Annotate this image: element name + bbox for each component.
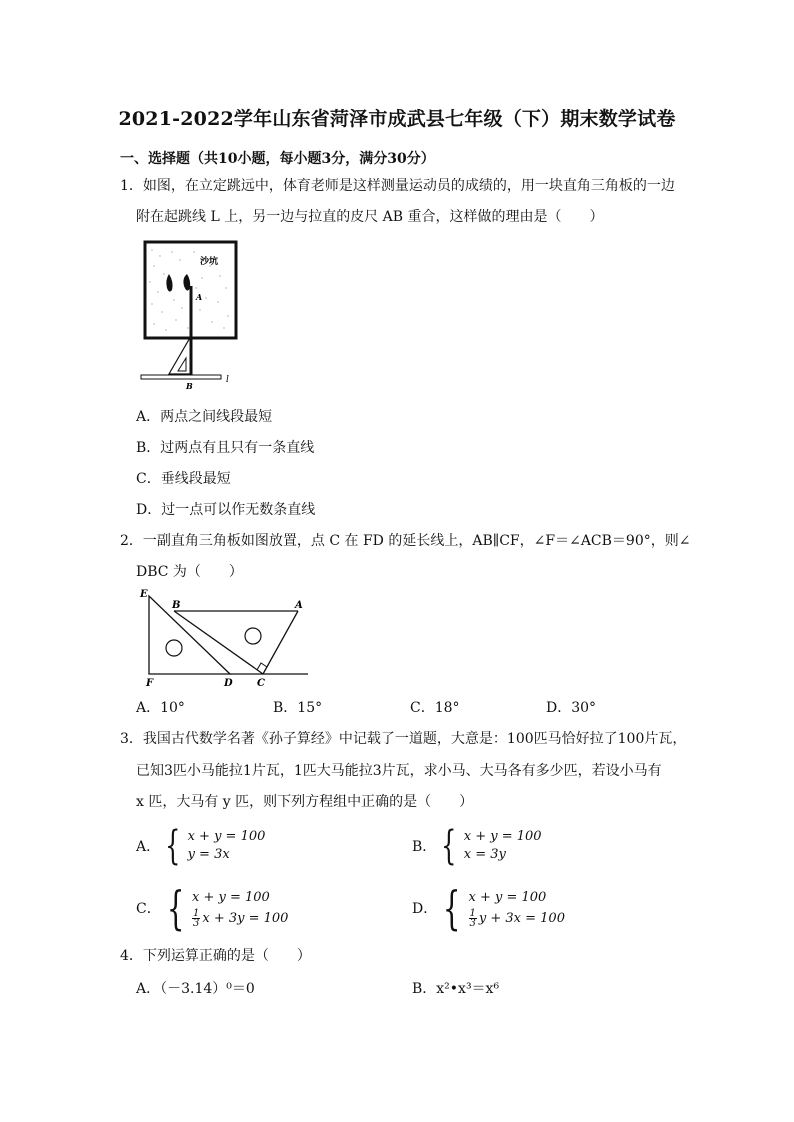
brace-icon: {	[443, 881, 461, 935]
q1-text-line2: 附在起跳线 L 上，另一边与拉直的皮尺 AB 重合，这样做的理由是（ ）	[136, 209, 604, 225]
brace-icon: {	[165, 823, 181, 869]
set-square-inner	[178, 358, 186, 371]
q3-text-line2: 已知3匹小马能拉1片瓦，1匹大马能拉3片瓦，求小马、大马各有多少匹，若设小马有	[136, 763, 662, 779]
brace-icon: {	[166, 881, 185, 935]
equation-2: x + 3y = 100	[202, 910, 289, 926]
q3-text-line3: x 匹，大马有 y 匹，则下列方程组中正确的是（ ）	[136, 794, 474, 810]
q1-option-c[interactable]: C．垂线段最短	[136, 471, 231, 487]
equation-1: x + y = 100	[463, 829, 542, 844]
q1-figure-long-jump	[136, 238, 246, 390]
q4-text-line1: 4．下列运算正确的是（ ）	[120, 948, 311, 964]
sand-pit-label: 沙坑	[200, 257, 219, 267]
point-B-label: B	[172, 600, 181, 611]
point-E-label: E	[140, 589, 148, 600]
q3-option-a[interactable]	[136, 823, 266, 869]
fraction-one-third: $\frac{1}{3}$	[469, 907, 476, 929]
equation-2: y = 3x	[187, 847, 230, 862]
hole-circle-left	[166, 640, 182, 656]
q4-option-a[interactable]: A．（－3.14）⁰＝0	[136, 981, 255, 997]
q2-figure-set-squares	[136, 586, 316, 690]
q2-option-c[interactable]: C．18°	[410, 700, 460, 716]
q1-option-a[interactable]: A．两点之间线段最短	[136, 409, 273, 425]
option-letter: D．	[412, 901, 438, 917]
fraction-one-third: $\frac{1}{3}$	[193, 907, 200, 929]
brace-icon: {	[441, 823, 457, 869]
q2-option-b[interactable]: B．15°	[273, 700, 323, 716]
point-F-label: F	[146, 678, 154, 689]
point-A-label: A	[295, 600, 303, 611]
option-letter: C．	[136, 901, 161, 917]
option-letter: A．	[136, 839, 161, 855]
point-A-label: A	[196, 292, 203, 302]
equation-2: x = 3y	[463, 847, 506, 862]
equation-1: x + y = 100	[187, 829, 266, 844]
q3-option-c[interactable]	[136, 881, 289, 935]
segment-BC	[174, 611, 263, 674]
hole-circle-right	[245, 628, 261, 644]
take-off-line-l	[141, 375, 221, 379]
q2-text-line1: 2．一副直角三角板如图放置，点 C 在 FD 的延长线上，AB∥CF，∠F＝∠ACB＝90°，则∠	[120, 533, 691, 549]
equation-1: x + y = 100	[468, 889, 547, 905]
q2-option-d[interactable]: D．30°	[546, 700, 597, 716]
page-title: 2021-2022学年山东省菏泽市成武县七年级（下）期末数学试卷	[118, 108, 676, 130]
q1-option-d[interactable]: D．过一点可以作无数条直线	[136, 502, 316, 518]
point-C-label: C	[257, 678, 265, 689]
line-l-label: l	[226, 375, 229, 385]
q2-option-a[interactable]: A．10°	[136, 700, 185, 716]
section-heading: 一、选择题（共10小题，每小题3分，满分30分）	[120, 151, 435, 167]
point-D-label: D	[224, 678, 233, 689]
q1-text-line1: 1．如图，在立定跳远中，体育老师是这样测量运动员的成绩的，用一块直角三角板的一边	[120, 178, 675, 194]
equation-2: y + 3x = 100	[478, 910, 565, 926]
q3-text-line1: 3．我国古代数学名著《孙子算经》中记载了一道题，大意是：100匹马恰好拉了100片瓦，	[120, 731, 687, 747]
q3-option-b[interactable]	[412, 823, 542, 869]
q2-text-line2: DBC 为（ ）	[136, 564, 243, 580]
q4-option-b[interactable]: B．x²•x³＝x⁶	[412, 981, 500, 997]
q1-option-b[interactable]: B．过两点有且只有一条直线	[136, 440, 315, 456]
equation-1: x + y = 100	[192, 889, 270, 905]
segment-AC	[263, 611, 298, 674]
triangle-EFD	[149, 596, 230, 674]
point-B-label: B	[186, 381, 193, 390]
option-letter: B．	[412, 839, 437, 855]
q3-option-d[interactable]	[412, 881, 565, 935]
